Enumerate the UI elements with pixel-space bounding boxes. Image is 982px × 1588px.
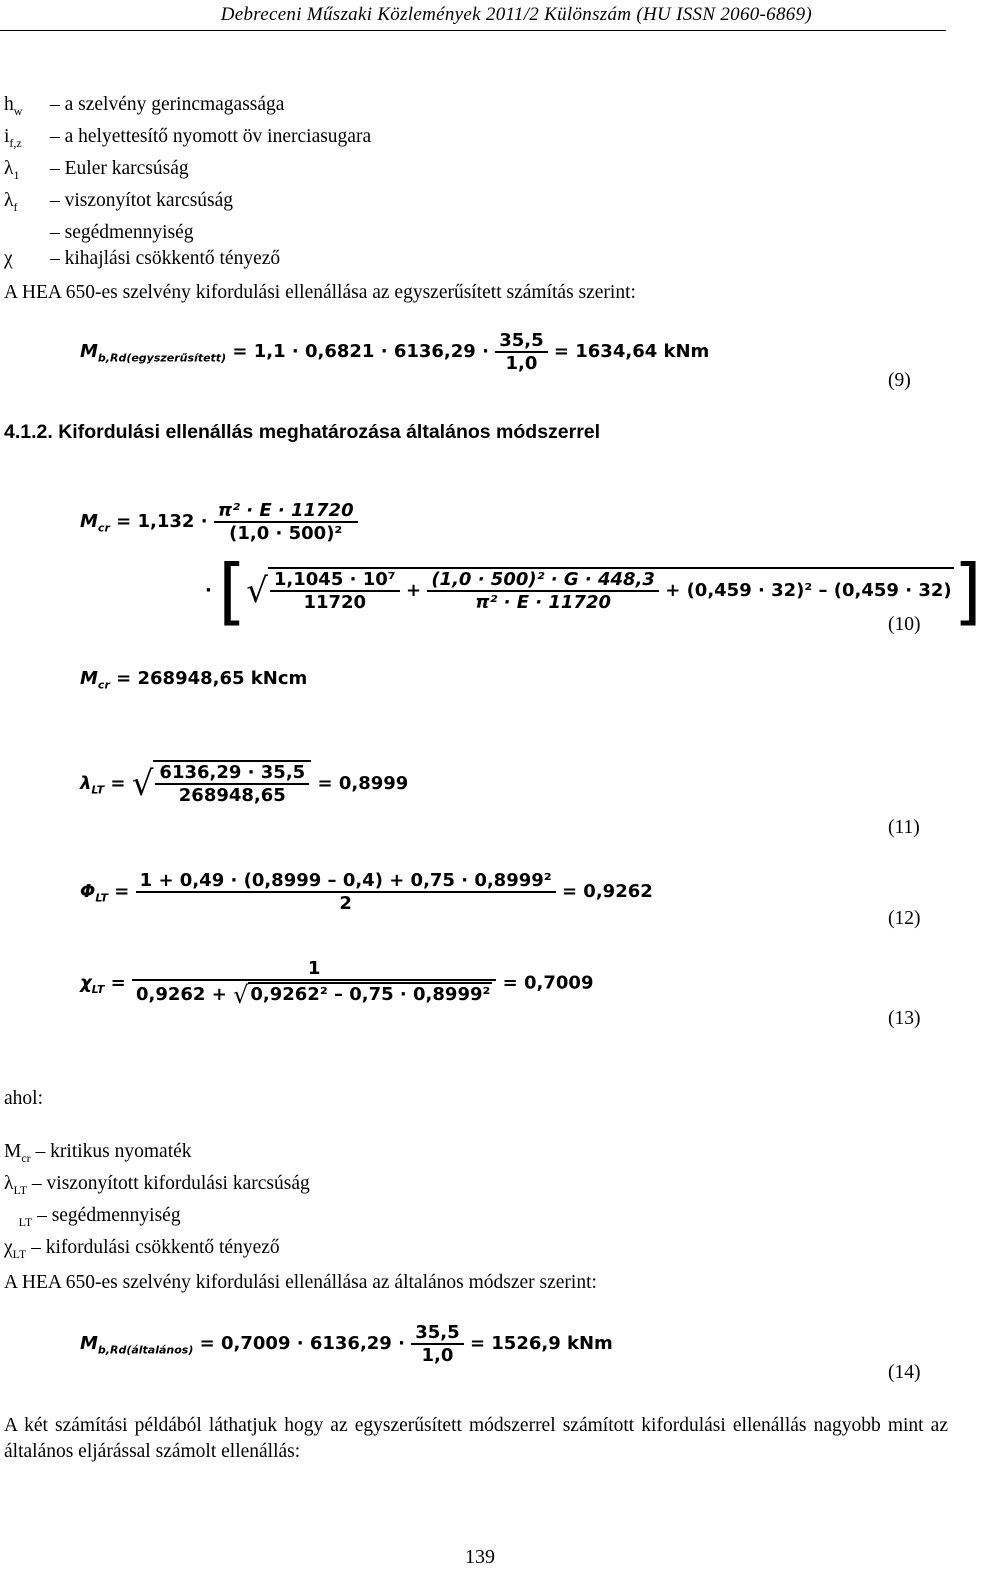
conclusion-paragraph: A két számítási példából láthatjuk hogy az egyszerűsített módszerrel számított kifordulási ellenállás nagyobb mint az általános eljárással számolt ellenállás: — [4, 1415, 948, 1462]
equation-number-9: (9) — [888, 370, 911, 391]
page-number: 139 — [465, 1546, 495, 1568]
symbol-list-2 — [4, 1139, 310, 1267]
symbol-row: χ – kihajlási csökkentő tényező — [4, 247, 281, 269]
equation-10-line2: · [√ $\frac{\text{1,1045 · 10⁷}}{11720}$ + $\frac{\text{(1,0 · 500)² · G · 448,3}}{\text{π² · E · 11720}}$ + (0,459 · 32)² – (0,459 · 32)] — [205, 549, 982, 633]
symbol-row: – segédmennyiség — [50, 221, 194, 243]
equation-number-14: (14) — [888, 1362, 921, 1383]
symbol-row: $i_{f,z}$ – a helyettesítő nyomott öv inerciasugara — [4, 125, 372, 150]
text-general: A HEA 650-es szelvény kifordulási ellenállása az általános módszer szerint: — [4, 1272, 597, 1293]
symbol-row: $\lambda_f$ – viszonyítot karcsúság — [4, 189, 234, 214]
symbol-row: $M_{cr}$ – kritikus nyomaték — [4, 1141, 192, 1165]
ahol-label: ahol: — [4, 1088, 43, 1109]
equation-14: $M_{b,Rd(általános)} = 0,7009 \cdot 6136,29$ · $\frac{35,5}{1,0}$ = 1526,9 kNm — [80, 1322, 613, 1366]
equation-12: $\Phi_{LT}$ = $\frac{\text{1 + 0,49 · (0,8999 – 0,4) + 0,75 · 0,8999²}}{2}$ = 0,9262 — [80, 870, 653, 914]
symbol-list-1 — [4, 92, 371, 277]
section-heading: 4.1.2. Kifordulási ellenállás meghatározása általános módszerrel — [4, 421, 601, 443]
equation-number-11: (11) — [888, 817, 920, 838]
symbol-row: $h_w$ – a szelvény gerincmagassága — [4, 94, 285, 118]
equation-10-line1: $M_{cr} = 1,132$ · $\frac{\text{π² · E · 11720}}{\text{(1,0 · 500)²}}$ — [80, 500, 358, 544]
equation-10-result: $M_{cr} = 268948,65$ kNcm — [80, 668, 308, 692]
journal-issn: (HU ISSN 2060-6869) — [636, 4, 812, 25]
equation-number-10: (10) — [888, 614, 921, 635]
symbol-row: $\lambda_{LT}$ – viszonyított kifordulási karcsúság — [4, 1172, 310, 1197]
equation-number-12: (12) — [888, 908, 921, 929]
symbol-row: $\lambda_1$ – Euler karcsúság — [4, 157, 189, 182]
journal-header — [0, 4, 812, 26]
equation-13: $\chi_{LT}$ = $\frac{1}{\text{0,9262 + √ 0,9262² – 0,75 · 0,8999²}}$ = 0,7009 — [80, 958, 594, 1009]
equation-number-13: (13) — [888, 1008, 921, 1029]
header-rule — [0, 30, 946, 31]
equation-11: $\lambda_{LT}$ = √ $\frac{6136,29 \cdot 35,5}{268948,65}$ = 0,8999 — [80, 762, 409, 806]
symbol-row: $_{LT}$ – segédmennyiség — [18, 1204, 181, 1229]
journal-title: Debreceni Műszaki Közlemények 2011/2 Különszám — [220, 4, 632, 25]
equation-9: $M_{b,Rd(egyszerűsített)} = 1,1 \cdot 0,6821 \cdot 6136,29$ · $\frac{35,5}{1,0}$ = 1634,64 kNm — [80, 330, 710, 374]
text-simplified: A HEA 650-es szelvény kifordulási ellenállása az egyszerűsített számítás szerint: — [4, 282, 636, 303]
symbol-row: $\chi_{LT}$ – kifordulási csökkentő tényező — [4, 1236, 280, 1261]
